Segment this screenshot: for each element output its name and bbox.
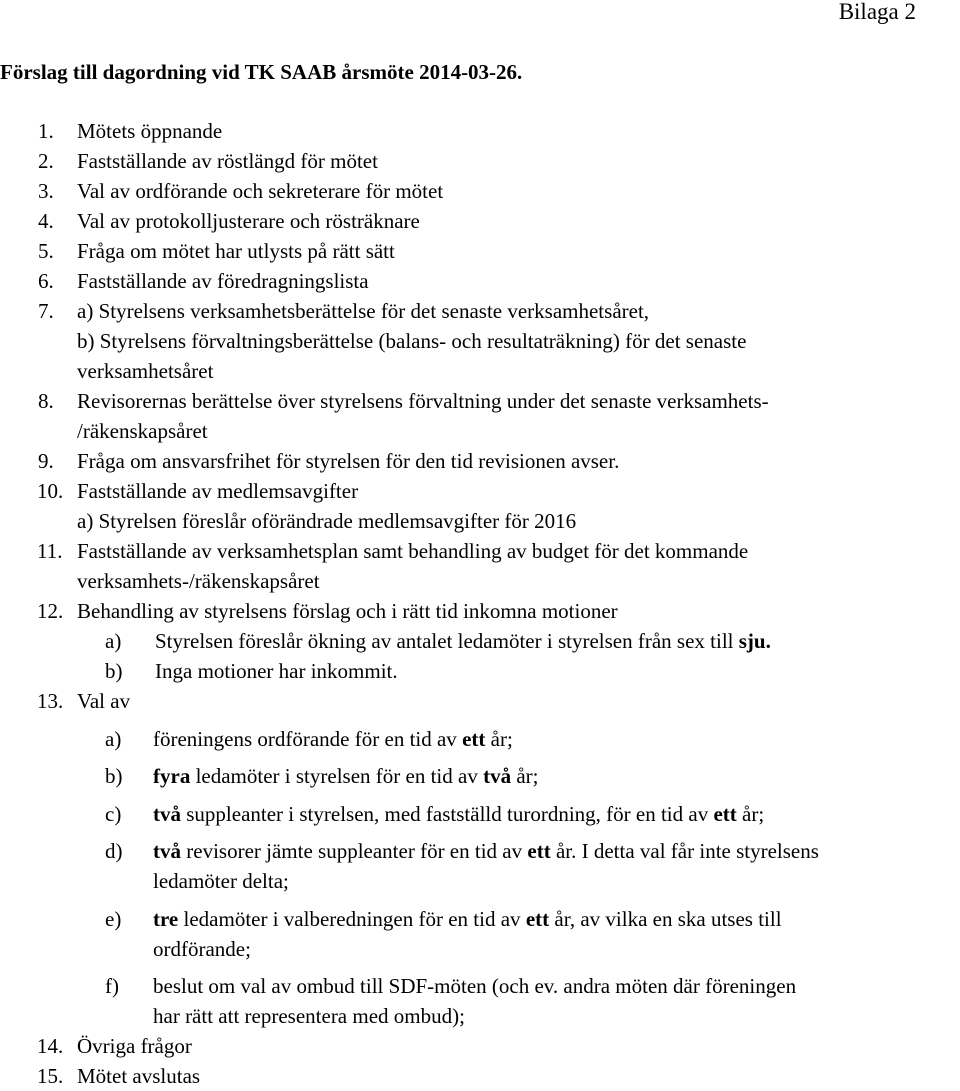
item-text-line-2: verksamhets-/räkenskapsåret [77,569,320,593]
sub-item-letter: f) [105,974,119,998]
item-text: Val av ordförande och sekreterare för mötet [77,179,444,203]
item-number: 9. [38,449,54,473]
item-number: 13. [37,689,64,713]
sub-item-text-line-1: tre ledamöter i valberedningen för en tid av ett år, av vilka en ska utses till [153,906,782,931]
item-text: Val av protokolljusterare och rösträknare [77,209,420,233]
item-number: 10. [37,479,64,503]
agenda-item-5 [0,236,960,266]
item-text-line-2: b) Styrelsens förvaltningsberättelse (balans- och resultaträkning) för det senaste [77,329,747,353]
attachment-label: Bilaga 2 [838,0,916,24]
sub-item-c [0,799,960,829]
item-number: 8. [38,389,54,413]
item-text: Fastställande av röstlängd för mötet [77,149,378,173]
sub-item-text: föreningens ordförande för en tid av ett år; [153,726,513,751]
sub-item-text: Inga motioner har inkommit. [155,659,398,683]
item-text: Mötet avslutas [77,1064,201,1088]
item-text: Fastställande av föredragningslista [77,269,369,293]
agenda-item-7 [0,296,960,386]
sub-item-letter: c) [105,801,122,826]
item-text: Fråga om ansvarsfrihet för styrelsen för den tid revisionen avser. [77,449,620,473]
item-text-line-1: Revisorernas berättelse över styrelsens förvaltning under det senaste verksamhets- [77,389,769,413]
agenda-item-6 [0,266,960,296]
agenda-item-8 [0,386,960,446]
sub-item-text-line-1: två revisorer jämte suppleanter för en tid av ett år. I detta val får inte styrelsens [153,839,819,863]
item-text: Behandling av styrelsens förslag och i rätt tid inkomna motioner [77,599,618,623]
item-number: 5. [38,239,54,263]
item-text-line-1: Fastställande av medlemsavgifter [77,479,359,503]
item-number: 4. [38,209,54,233]
agenda-item-9 [0,446,960,476]
sub-item-text: Styrelsen föreslår ökning av antalet ledamöter i styrelsen från sex till sju. [155,629,771,653]
sub-item-letter: e) [105,906,122,931]
item-text-line-2: /räkenskapsåret [77,419,208,443]
item-number: 14. [37,1034,64,1058]
item-number: 7. [38,299,54,323]
sub-item-letter: a) [105,726,122,751]
document-title: Förslag till dagordning vid TK SAAB årsmöte 2014-03-26. [0,60,523,84]
sub-item-text: två suppleanter i styrelsen, med fastställd turordning, för en tid av ett år; [153,801,765,826]
item-number: 15. [37,1064,64,1088]
item-text-line-1: a) Styrelsens verksamhetsberättelse för det senaste verksamhetsåret, [77,299,650,323]
agenda-item-4 [0,206,960,236]
sub-item-text: fyra ledamöter i styrelsen för en tid av två år; [153,764,539,788]
sub-item-text-line-2: ledamöter delta; [153,869,289,893]
agenda-item-15 [0,1061,960,1091]
agenda-item-3 [0,176,960,206]
sub-item-a [0,626,960,656]
item-text-line-1: Fastställande av verksamhetsplan samt behandling av budget för det kommande [77,539,749,563]
agenda-item-13 [0,686,960,716]
sub-item-b [0,656,960,686]
agenda-item-10 [0,476,960,536]
item-number: 3. [38,179,54,203]
item-text: Övriga frågor [77,1034,192,1058]
item-text-line-2: a) Styrelsen föreslår oförändrade medlemsavgifter för 2016 [77,509,577,533]
agenda-item-2 [0,146,960,176]
sub-item-letter: d) [105,839,123,863]
sub-item-text-line-2: ordförande; [153,936,251,961]
item-number: 2. [38,149,54,173]
item-text: Fråga om mötet har utlysts på rätt sätt [77,239,395,263]
item-text-line-3: verksamhetsåret [77,359,214,383]
item-number: 1. [38,119,54,143]
agenda-item-13-subitems [0,716,960,1031]
sub-item-e [0,904,960,964]
item-text: Val av [77,689,131,713]
sub-item-letter: a) [105,629,122,653]
sub-item-b [0,761,960,791]
sub-item-f [0,971,960,1031]
agenda-item-12 [0,596,960,626]
agenda-item-1 [0,116,960,146]
sub-item-letter: b) [105,659,123,683]
sub-item-text-line-2: har rätt att representera med ombud); [153,1004,465,1028]
sub-item-letter: b) [105,764,123,788]
sub-item-a [0,724,960,754]
item-text: Mötets öppnande [77,119,223,143]
item-number: 6. [38,269,54,293]
agenda-item-11 [0,536,960,596]
agenda-item-14 [0,1031,960,1061]
item-number: 12. [37,599,64,623]
sub-item-text-line-1: beslut om val av ombud till SDF-möten (och ev. andra möten där föreningen [153,974,797,998]
agenda-list [0,116,960,1091]
sub-item-d [0,836,960,896]
agenda-item-12-subitems [0,626,960,686]
item-number: 11. [37,539,63,563]
